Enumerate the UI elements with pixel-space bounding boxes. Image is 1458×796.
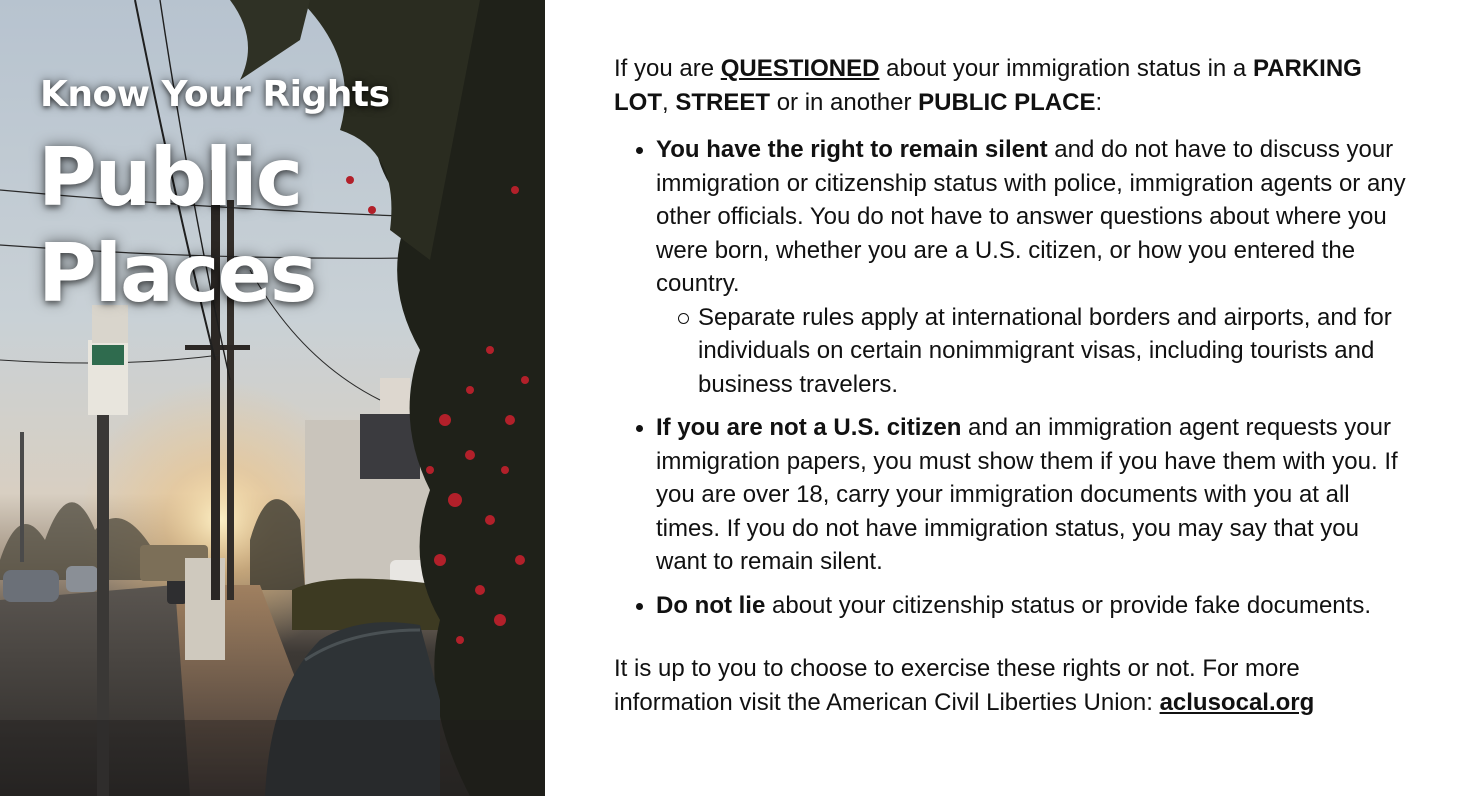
page-title-line-1: Public bbox=[38, 131, 302, 224]
right-item-not-citizen bbox=[656, 411, 1414, 579]
outro-paragraph bbox=[614, 652, 1414, 719]
right-lead: You have the right to remain silent bbox=[656, 136, 1048, 163]
right-text: about your citizenship status or provide fake documents. bbox=[765, 591, 1371, 619]
intro-text-2: about your immigration status in a bbox=[879, 55, 1253, 82]
page-title bbox=[38, 130, 518, 322]
intro-paragraph bbox=[614, 52, 1414, 119]
right-text: and do not have to discuss your immigration or citizenship status with police, immigration agents or any other officials. You do not have to answer questions about where you were born, whether you are a U.S. citizen, or how you entered the country. bbox=[656, 136, 1406, 297]
aclu-link[interactable]: aclusocal.org bbox=[1159, 688, 1315, 716]
right-item-remain-silent bbox=[656, 133, 1414, 401]
keyword-parking-lot: PARKING LOT bbox=[614, 55, 1362, 116]
intro-text-4: or in another bbox=[770, 88, 919, 116]
right-lead: If you are not a U.S. citizen bbox=[656, 414, 962, 441]
outro-text: It is up to you to choose to exercise these rights or not. For more information visit the American Civil Liberties Union: bbox=[614, 655, 1300, 716]
keyword-public-place: PUBLIC PLACE bbox=[918, 88, 1096, 116]
eyebrow-heading: Know Your Rights bbox=[40, 74, 390, 115]
intro-text-1: If you are bbox=[614, 55, 721, 82]
rights-content bbox=[614, 52, 1414, 719]
right-subitem: Separate rules apply at international borders and airports, and for individuals on certain nonimmigrant visas, including tourists and business travelers. bbox=[698, 301, 1414, 402]
keyword-street: STREET bbox=[675, 88, 771, 116]
street-scene-illustration bbox=[0, 0, 545, 796]
keyword-questioned: QUESTIONED bbox=[720, 55, 880, 82]
street-photo bbox=[0, 0, 545, 796]
right-item-do-not-lie bbox=[656, 589, 1414, 623]
rights-list bbox=[614, 133, 1414, 622]
right-sublist bbox=[656, 301, 1414, 402]
intro-text-3: , bbox=[662, 88, 676, 116]
page-title-line-2: Places bbox=[38, 227, 316, 320]
intro-text-5: : bbox=[1095, 88, 1103, 116]
right-text: and an immigration agent requests your immigration papers, you must show them if you have them with you. If you are over 18, carry your immigration documents with you at all times. If you do not have immigration status, you may say that you want to remain silent. bbox=[656, 414, 1398, 575]
right-lead: Do not lie bbox=[656, 591, 766, 619]
